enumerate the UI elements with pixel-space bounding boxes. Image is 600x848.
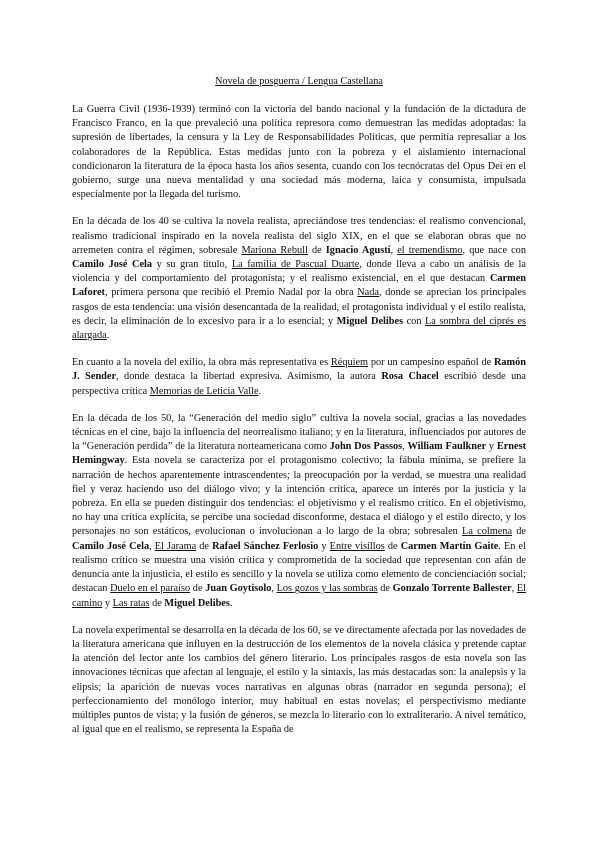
author-name: Rosa Chacel [381, 371, 439, 383]
paragraph [72, 412, 526, 611]
paragraph [72, 215, 526, 343]
work-title: La familia de Pascual Duarte [231, 259, 360, 271]
text-run: de [512, 526, 526, 538]
text-run: , [402, 441, 408, 453]
author-name: Camilo José Cela [72, 259, 153, 271]
author-name: Carmen Martín Gaite [400, 540, 499, 552]
work-title: el tremendismo [397, 244, 463, 256]
author-name: Ignacio Agustí [325, 244, 391, 256]
document-title: Novela de posguerra / Lengua Castellana [215, 76, 383, 87]
text-run: , [149, 540, 155, 552]
work-title: La sombra del ciprés es alargada [72, 315, 527, 342]
text-run: En cuanto a la novela del exilio, la obra más representativa es [72, 357, 331, 369]
work-title: Réquiem [330, 357, 369, 369]
author-name: Miguel Delibes [164, 597, 230, 609]
author-name: Juan Goytisolo [205, 583, 272, 595]
text-run: . En el realismo crítico se muestra una visión crítica y comprometida de la sociedad que representan con afán de denuncia ante la injusticia, el estilo es sencillo y la novela se utiliza como elemento de concienciación social; destacan [72, 540, 526, 595]
author-name: Gonzalo Torrente Ballester [392, 583, 512, 595]
text-run: . Esta novela se caracteriza por el protagonismo colectivo; la fábula mínima, se prefiere la narración de hechos aparentemente intrascendentes; la preocupación por la verdad, se muestra una realidad fiel y veraz haciendo uso del diálogo vivo; y la intención crítica, aparece un interés por la justicia y la pobreza. En ella se pueden distinguir dos tendencias: el objetivismo y el realismo crítico. En el objetivismo, no hay una crítica explícita, se percibe una sociedad disconforme, destaca el diálogo y el estilo directo, y los personajes no son estáticos, evolucionan o involucionan a lo largo de la obra; sobresalen [72, 455, 526, 538]
text-run: , donde se aprecian los principales rasgos de esta tendencia: una visión desencantada de la realidad, el protagonista individual y el estilo realista, es decir, la eliminación de lo excesivo para ir a lo esencial; y [72, 287, 526, 327]
text-run: de [307, 244, 326, 256]
text-run: de [149, 597, 165, 609]
text-run: . [229, 597, 233, 609]
text-run: . [106, 330, 110, 342]
author-name: Miguel Delibes [336, 315, 404, 327]
paragraph [72, 624, 526, 738]
author-name: Rafael Sánchez Ferlosio [212, 540, 319, 552]
document-body [72, 75, 526, 750]
work-title: El camino [72, 583, 526, 609]
author-name: John Dos Passos [329, 441, 403, 453]
text-run: En la década de los 50, la “Generación del medio siglo” cultiva la novela social, gracias a las novedades técnicas en el cine, bajo la influencia del neorrealismo italiano; y en la literatura, influenciados por autores de la “Generación perdida” de la literatura norteamericana como [72, 412, 526, 453]
text-run: , donde destaca la libertad expresiva. Asimismo, la autora [116, 371, 382, 383]
text-run: de [196, 540, 213, 552]
work-title: Mariona Rebull [241, 244, 308, 256]
text-run: La novela experimental se desarrolla en la década de los 60, se ve directamente afectada por las novedades de la literatura americana que influyen en la destrucción de los elementos de la novela clásica y pretende captar la atención del lector ante los cambios del género literario. Los principales rasgos de esta novela son las innovaciones técnicas que afectan al lenguaje, el estilo y la sintaxis, las más destacadas son: la analepsis y la elipsis; la aparición de nuevas voces narrativas en algunas obras (narrador en segunda persona); el perfeccionamiento del monólogo interior, muy habitual en estas novelas; el perspectivismo mediante múltiples puntos de vista; y la fusión de géneros, se mezcla lo literario con lo extraliterario. A nivel temático, al igual que en el realismo, se representa la España de [72, 624, 526, 736]
text-run: y su gran título, [152, 259, 232, 271]
text-run: , donde lleva a cabo un análisis de la violencia y del comportamiento del protagonista; y el realismo existencial, en el que destacan [72, 259, 526, 285]
work-title: Las ratas [112, 597, 150, 609]
author-name: Carmen Laforet [72, 273, 526, 299]
paragraph-list [72, 103, 526, 737]
text-run: , [390, 244, 398, 256]
text-run: , [511, 583, 517, 595]
work-title: Los gozos y las sombras [276, 583, 378, 595]
work-title: Duelo en el paraíso [110, 583, 191, 595]
author-name: Ernest Hemingway [72, 441, 527, 467]
text-run: . [258, 385, 262, 397]
work-title: Entre visillos [329, 540, 385, 552]
text-run: escribió desde una perspectiva crítica [72, 371, 526, 397]
work-title: Nada [357, 287, 379, 299]
text-run: y [486, 441, 497, 453]
work-title: La colmena [462, 526, 513, 538]
paragraph [72, 103, 526, 202]
paragraph [72, 356, 526, 399]
text-run: y [102, 597, 113, 609]
text-run: , que nace con [462, 244, 526, 256]
text-run: de [384, 540, 401, 552]
text-run: En la década de los 40 se cultiva la novela realista, apreciándose tres tendencias: el realismo convencional, realismo tradicional inspirado en la novela realista del siglo XIX, en el que se elaboran obras que no arremeten contra el régimen, sobresale [72, 216, 526, 256]
text-run: por un campesino español de [368, 357, 494, 369]
text-run: de [377, 583, 393, 595]
text-run: y [318, 540, 330, 552]
work-title: El Jarama [154, 540, 197, 552]
author-name: Ramón J. Sender [72, 357, 526, 383]
text-run: , [271, 583, 277, 595]
author-name: William Faulkner [407, 441, 487, 453]
text-run: con [403, 315, 426, 327]
work-title: Memorias de Leticia Valle [149, 385, 259, 397]
text-run: , primera persona que recibió el Premio Nadal por la obra [104, 287, 358, 299]
text-run: La Guerra Civil (1936-1939) terminó con la victoria del bando nacional y la fundación de la dictadura de Francisco Franco, en la que prevaleció una política represora como demuestran las medidas adoptadas: la supresión de libertades, la censura y la Ley de Responsabilidades Políticas, que permitía represaliar a los colaboradores de la República. Estas medidas junto con la pobreza y el aislamiento internacional condicionaron la literatura de la época hasta los años sesenta, cuando con los tecnócratas del Opus Dei en el gobierno, surge una nueva mentalidad y una sociedad más moderna, laica y consumista, impulsada especialmente por la llegada del turismo. [72, 104, 526, 201]
text-run: de [190, 583, 206, 595]
author-name: Camilo José Cela [72, 540, 150, 552]
